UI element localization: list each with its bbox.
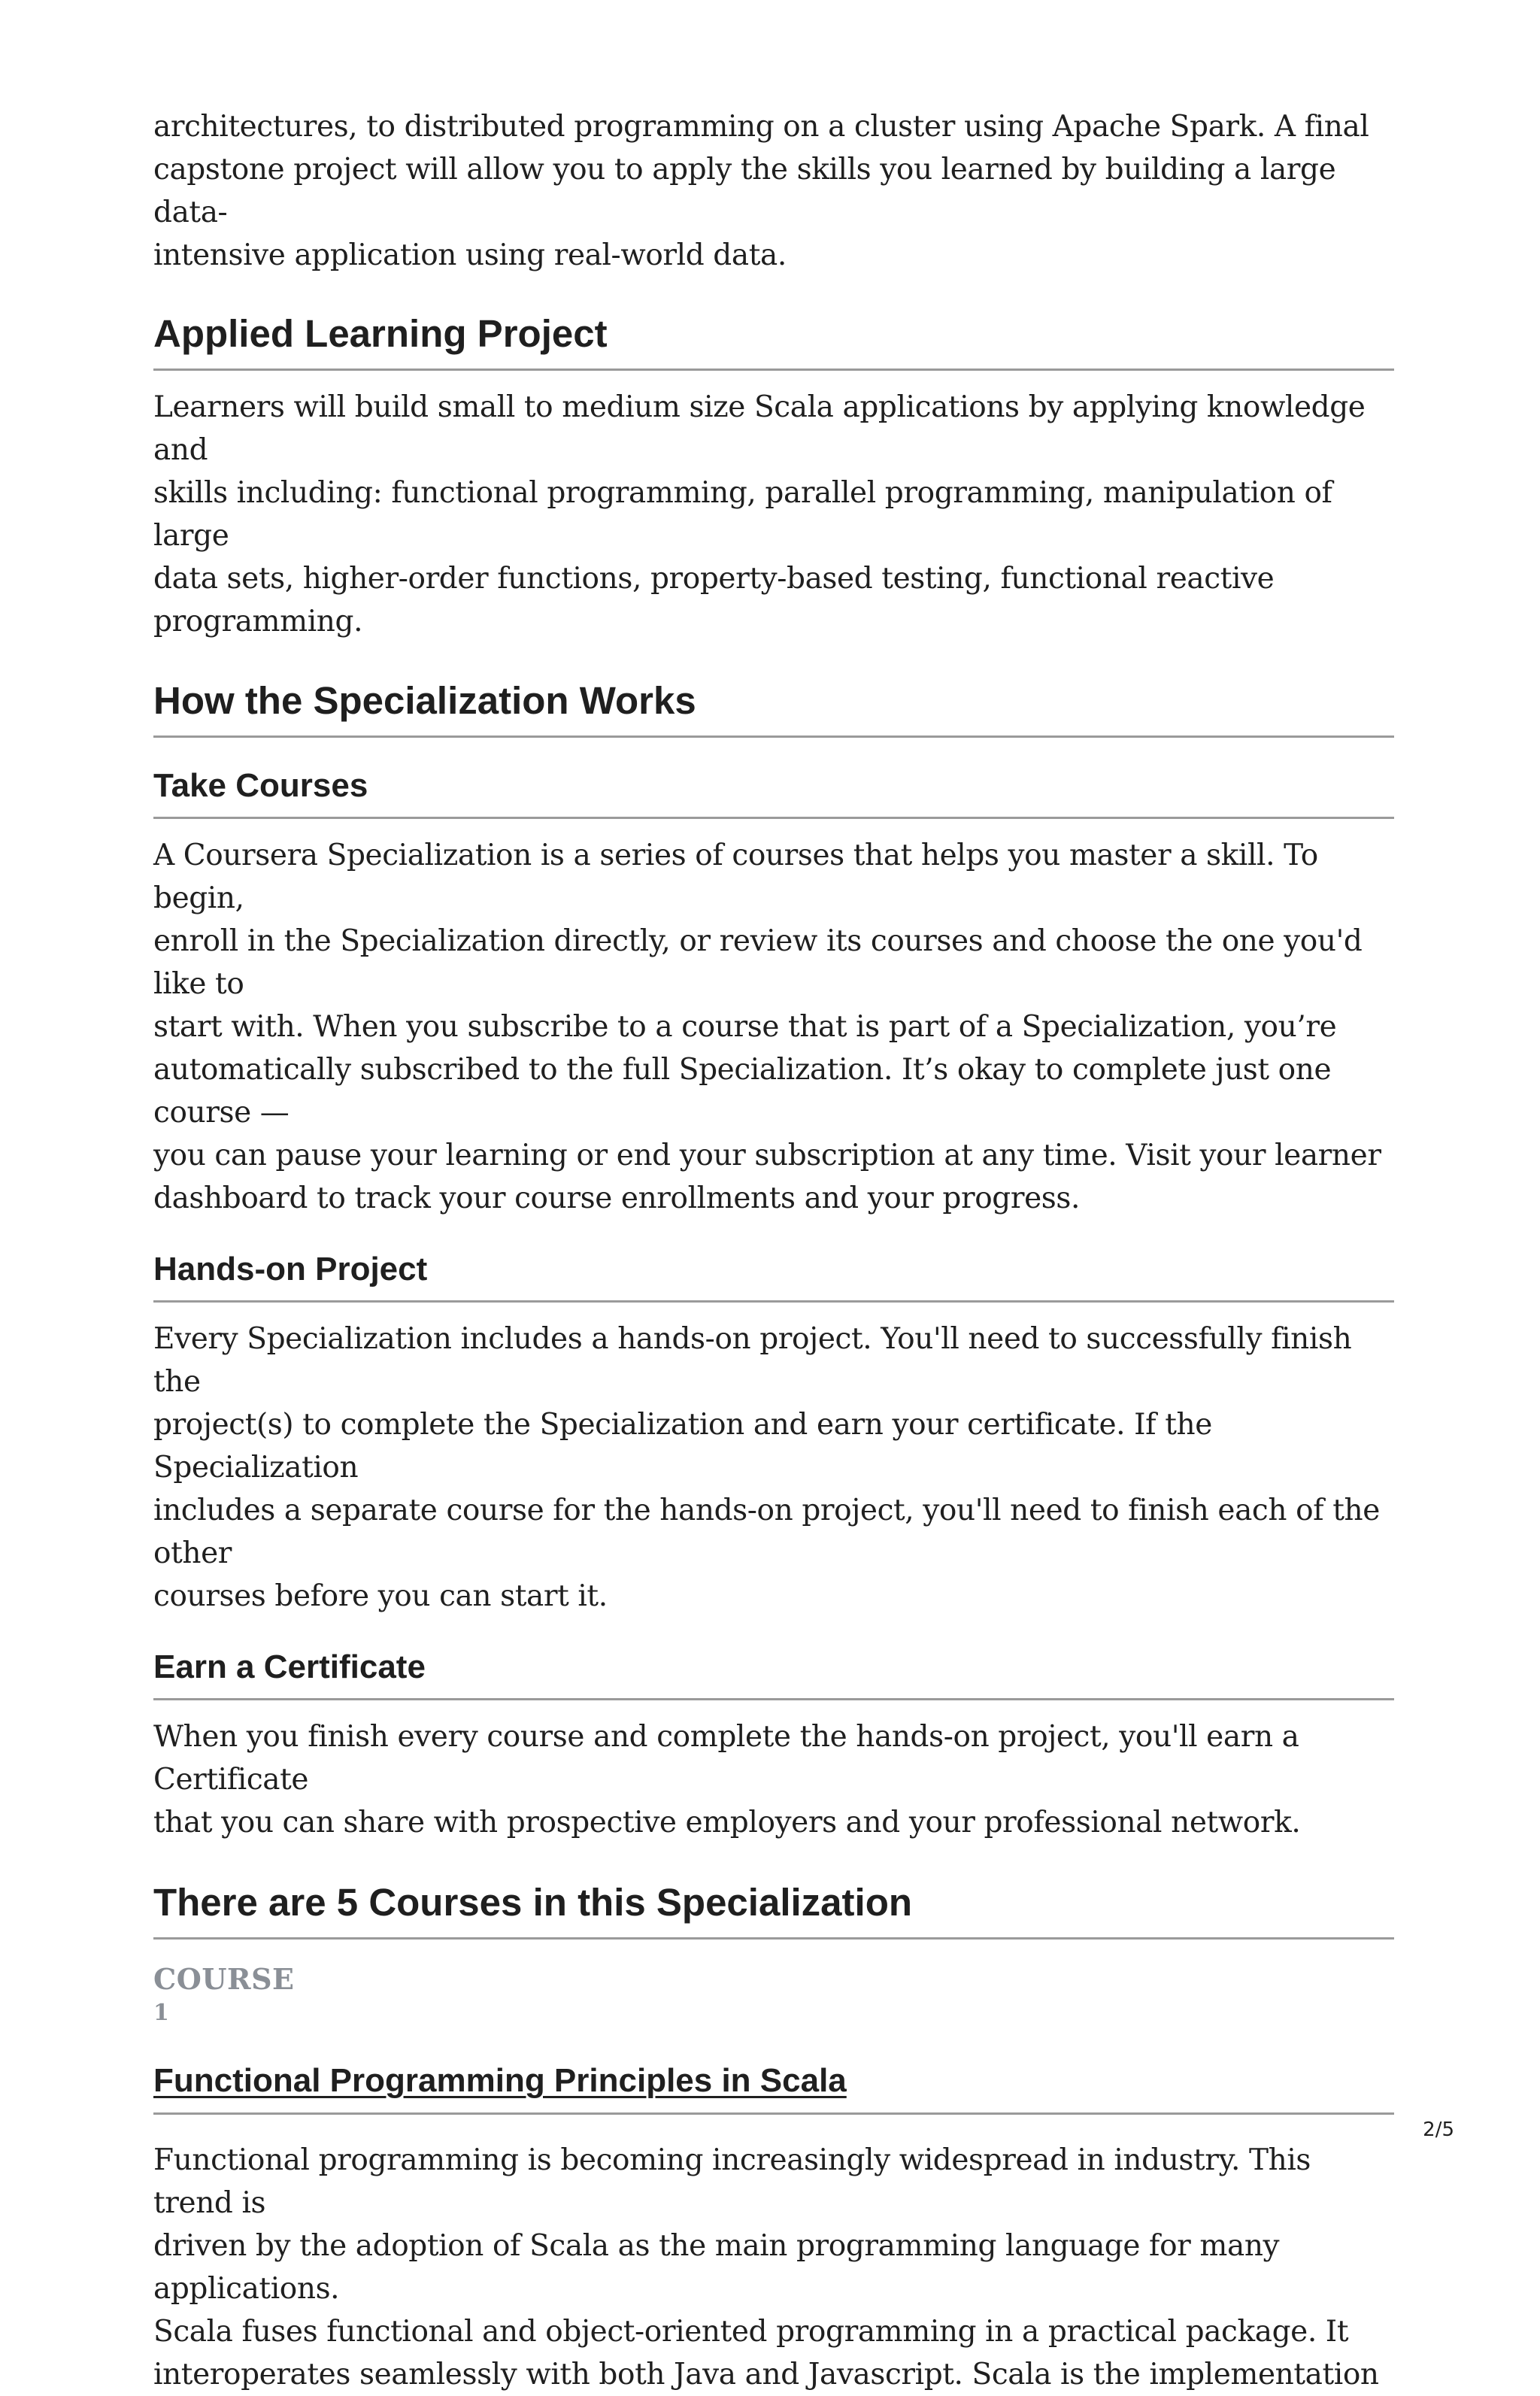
courses-count-heading: There are 5 Courses in this Specialization	[153, 1879, 1394, 1940]
text-line: Learners will build small to medium size Scala applications by applying knowledge and	[153, 390, 1366, 467]
text-line: When you finish every course and complete the hands-on project, you'll earn a Certificate	[153, 1720, 1299, 1797]
text-line: courses before you can start it.	[153, 1579, 608, 1613]
applied-learning-heading: Applied Learning Project	[153, 310, 1394, 371]
text-line: dashboard to track your course enrollments and your progress.	[153, 1181, 1081, 1215]
how-it-works-heading: How the Specialization Works	[153, 677, 1394, 738]
text-line: Functional programming is becoming increasingly widespread in industry. This trend is	[153, 2143, 1311, 2220]
document-page	[153, 105, 1394, 2396]
take-courses-paragraph	[153, 834, 1394, 1220]
text-line: that you can share with prospective employers and your professional network.	[153, 1806, 1301, 1839]
text-line: project(s) to complete the Specialization and earn your certificate. If the Specialization	[153, 1408, 1212, 1485]
text-line: includes a separate course for the hands-on project, you'll need to finish each of the other	[153, 1494, 1380, 1570]
hands-on-project-heading: Hands-on Project	[153, 1248, 1394, 1303]
take-courses-heading: Take Courses	[153, 765, 1394, 819]
text-line: start with. When you subscribe to a course that is part of a Specialization, you’re	[153, 1010, 1337, 1044]
course-description	[153, 2139, 1394, 2396]
text-line: automatically subscribed to the full Specialization. It’s okay to complete just one course —	[153, 1053, 1332, 1130]
earn-certificate-paragraph	[153, 1715, 1394, 1844]
text-line: you can pause your learning or end your subscription at any time. Visit your learner	[153, 1139, 1381, 1172]
text-line: intensive application using real-world data.	[153, 238, 787, 272]
text-line: interoperates seamlessly with both Java and Javascript. Scala is the implementation	[153, 2358, 1379, 2391]
text-line: enroll in the Specialization directly, or review its courses and choose the one you'd like to	[153, 924, 1363, 1001]
course-label: COURSE	[153, 1962, 295, 1996]
hands-on-project-paragraph	[153, 1318, 1394, 1618]
text-line: capstone project will allow you to apply the skills you learned by building a large data-	[153, 153, 1336, 229]
text-line: architectures, to distributed programming on a cluster using Apache Spark. A final	[153, 110, 1369, 144]
text-line: Every Specialization includes a hands-on project. You'll need to successfully finish the	[153, 1322, 1352, 1399]
applied-learning-paragraph	[153, 386, 1394, 643]
text-line: Scala fuses functional and object-oriented programming in a practical package. It	[153, 2315, 1349, 2349]
course-title-heading	[153, 2060, 1394, 2115]
page-number: 2/5	[1423, 2118, 1454, 2141]
course-title-link[interactable]: Functional Programming Principles in Scala	[153, 2062, 847, 2099]
text-line: driven by the adoption of Scala as the main programming language for many applications.	[153, 2229, 1280, 2306]
earn-certificate-heading: Earn a Certificate	[153, 1646, 1394, 1700]
text-line: data sets, higher-order functions, property-based testing, functional reactive	[153, 562, 1275, 596]
intro-paragraph	[153, 105, 1394, 277]
text-line: skills including: functional programming, parallel programming, manipulation of large	[153, 476, 1332, 553]
course-card	[153, 1961, 1394, 2396]
text-line: programming.	[153, 605, 363, 638]
text-line: A Coursera Specialization is a series of courses that helps you master a skill. To begin,	[153, 839, 1318, 915]
course-number: 1	[153, 2000, 169, 2026]
